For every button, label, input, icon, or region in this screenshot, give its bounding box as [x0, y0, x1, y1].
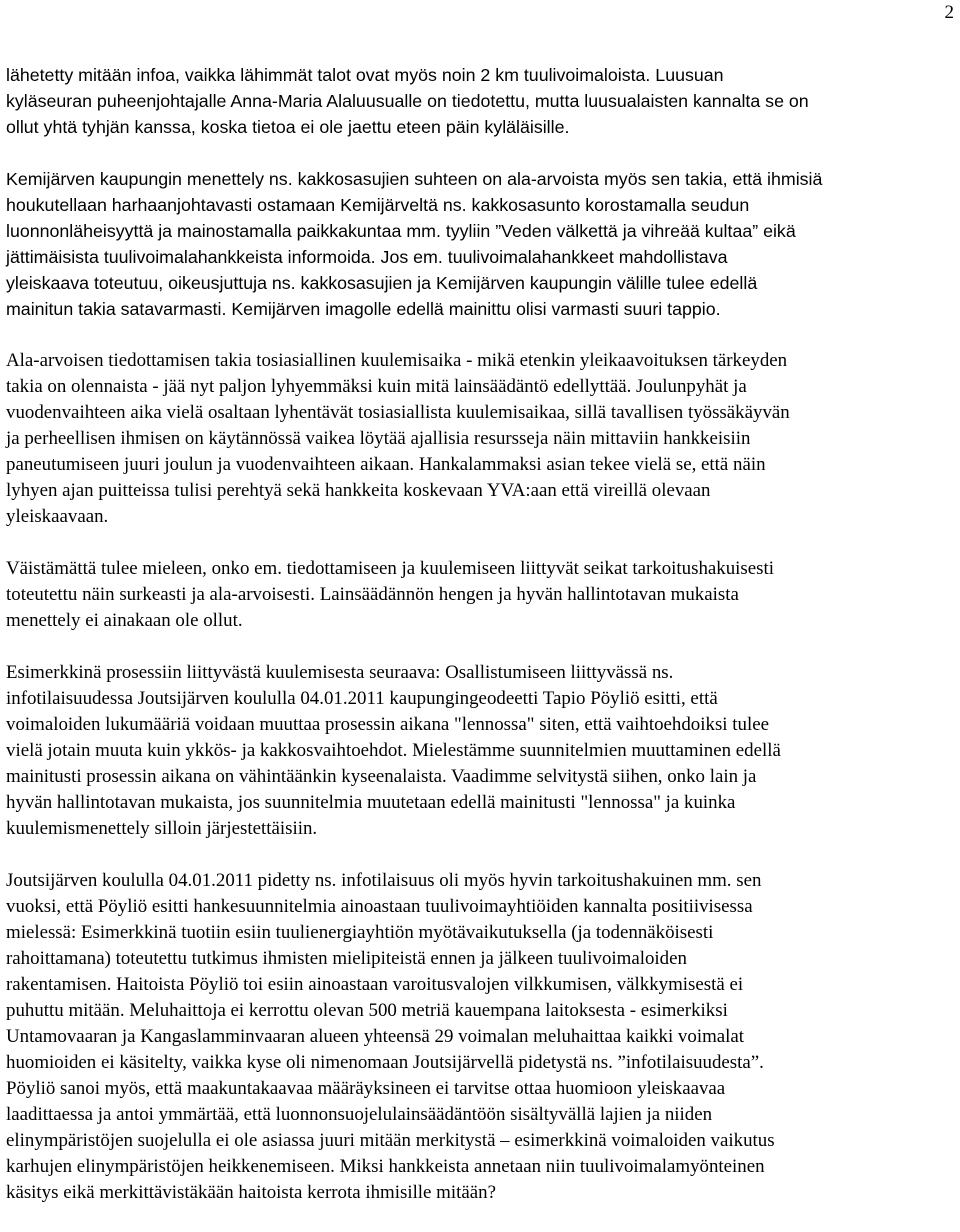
text-line: mainitun takia satavarmasti. Kemijärven imagolle edellä mainittu olisi varmasti suuri tappio. — [6, 299, 721, 319]
text-line: houkutellaan harhaanjohtavasti ostamaan Kemijärveltä ns. kakkosasunto korostamalla seudun — [6, 195, 750, 215]
text-line: karhujen elinympäristöjen heikkenemiseen. Miksi hankkeista annetaan niin tuulivoimalamyönteinen — [6, 1156, 765, 1177]
text-line: vielä jotain muuta kuin ykkös- ja kakkosvaihtoehdot. Mielestämme suunnitelmien muuttaminen edellä — [6, 740, 781, 761]
text-line: Esimerkkinä prosessiin liittyvästä kuulemisesta seuraava: Osallistumiseen liittyvässä ns. — [6, 662, 674, 683]
text-line: toteutettu näin surkeasti ja ala-arvoisesti. Lainsäädännön hengen ja hyvän hallintotavan mukaista — [6, 584, 739, 605]
text-line: puhuttu mitään. Meluhaittoja ei kerrottu olevan 500 metriä kauempana laitoksesta - esimerkiksi — [6, 1000, 728, 1021]
text-line: rahoittamana) toteutettu tutkimus ihmisten mielipiteistä ennen ja jälkeen tuulivoimaloiden — [6, 948, 687, 969]
text-line: vuodenvaihteen aika vielä osaltaan lyhentävät tosiasiallista kuulemisaikaa, sillä tavallisen työssäkäyvän — [6, 402, 790, 423]
text-line: käsitys eikä merkittävistäkään haitoista kerrota ihmisille mitään? — [6, 1182, 496, 1203]
text-line: mainitusti prosessin aikana on vähintäänkin kyseenalaista. Vaadimme selvitystä siihen, onko lain ja — [6, 766, 757, 787]
paragraph-6 — [6, 868, 956, 1206]
text-line: laadittaessa ja antoi ymmärtää, että luonnonsuojelulainsäädäntöön sisältyvällä lajien ja niiden — [6, 1104, 713, 1125]
text-line: luonnonläheisyyttä ja mainostamalla paikkakuntaa mm. tyyliin ”Veden välkettä ja vihreää kultaa” eikä — [6, 221, 796, 241]
text-line: lähetetty mitään infoa, vaikka lähimmät talot ovat myös noin 2 km tuulivoimaloista. Luusuan — [6, 65, 724, 85]
text-line: paneutumiseen juuri joulun ja vuodenvaihteen aikaan. Hankalammaksi asian tekee vielä se, että näin — [6, 454, 766, 475]
text-line: menettely ei ainakaan ole ollut. — [6, 610, 243, 631]
text-line: takia on olennaista - jää nyt paljon lyhyemmäksi kuin mitä lainsäädäntö edellyttää. Joulunpyhät ja — [6, 376, 747, 397]
page-number: 2 — [944, 2, 954, 23]
text-line: Joutsijärven koululla 04.01.2011 pidetty ns. infotilaisuus oli myös hyvin tarkoitushakuinen mm. sen — [6, 870, 762, 891]
paragraph-4 — [6, 556, 956, 634]
paragraph-5 — [6, 660, 956, 842]
text-line: Pöyliö sanoi myös, että maakuntakaavaa määräyksineen ei tarvitse ottaa huomioon yleiskaavaa — [6, 1078, 726, 1099]
text-line: rakentamisen. Haitoista Pöyliö toi esiin ainoastaan varoitusvalojen vilkkumisen, välkkymisestä ei — [6, 974, 744, 995]
text-line: jättimäisista tuulivoimalahankkeista informoida. Jos em. tuulivoimalahankkeet mahdollistava — [6, 247, 728, 267]
text-line: kyläseuran puheenjohtajalle Anna-Maria Alaluusualle on tiedotettu, mutta luusualaisten kannalta se on — [6, 91, 809, 111]
paragraph-1 — [6, 62, 956, 140]
text-line: lyhyen ajan puitteissa tulisi perehtyä sekä hankkeita koskevaan YVA:aan että vireillä olevaan — [6, 480, 711, 501]
document-body — [6, 62, 956, 1206]
text-line: yleiskaava toteutuu, oikeusjuttuja ns. kakkosasujien ja Kemijärven kaupungin välille tulee edellä — [6, 273, 758, 293]
text-line: yleiskaavaan. — [6, 506, 109, 527]
text-line: Kemijärven kaupungin menettely ns. kakkosasujien suhteen on ala-arvoista myös sen takia, että ihmisiä — [6, 169, 823, 189]
text-line: huomioiden ei käsitelty, vaikka kyse oli nimenomaan Joutsijärvellä pidetystä ns. ”infotilaisuudesta”. — [6, 1052, 764, 1073]
paragraph-3 — [6, 348, 956, 530]
text-line: Ala-arvoisen tiedottamisen takia tosiasiallinen kuulemisaika - mikä etenkin yleikaavoituksen tärkeyden — [6, 350, 788, 371]
text-line: infotilaisuudessa Joutsijärven koululla 04.01.2011 kaupungingeodeetti Tapio Pöyliö esitti, että — [6, 688, 718, 709]
text-line: elinympäristöjen suojelulla ei ole asiassa juuri mitään merkitystä – esimerkkinä voimaloiden vaikutus — [6, 1130, 775, 1151]
text-line: hyvän hallintotavan mukaista, jos suunnitelmia muutetaan edellä mainitusti "lennossa" ja kuinka — [6, 792, 736, 813]
text-line: kuulemismenettely silloin järjestettäisiin. — [6, 818, 318, 839]
text-line: Untamovaaran ja Kangaslamminvaaran alueen yhteensä 29 voimalan meluhaittaa kaikki voimalat — [6, 1026, 745, 1047]
text-line: Väistämättä tulee mieleen, onko em. tiedottamiseen ja kuulemiseen liittyvät seikat tarkoitushakuisesti — [6, 558, 775, 579]
text-line: ollut yhtä tyhjän kanssa, koska tietoa ei ole jaettu eteen päin kyläläisille. — [6, 117, 570, 137]
text-line: ja perheellisen ihmisen on käytännössä vaikea löytää ajallisia resursseja näin mittaviin hankkeisiin — [6, 428, 751, 449]
text-line: mielessä: Esimerkkinä tuotiin esiin tuulienergiayhtiön myötävaikutuksella (ja todennäköisesti — [6, 922, 714, 943]
paragraph-2 — [6, 166, 956, 322]
text-line: voimaloiden lukumääriä voidaan muuttaa prosessin aikana "lennossa" siten, että vaihtoehdoiksi tulee — [6, 714, 769, 735]
text-line: vuoksi, että Pöyliö esitti hankesuunnitelmia ainoastaan tuulivoimayhtiöiden kannalta positiivisessa — [6, 896, 753, 917]
